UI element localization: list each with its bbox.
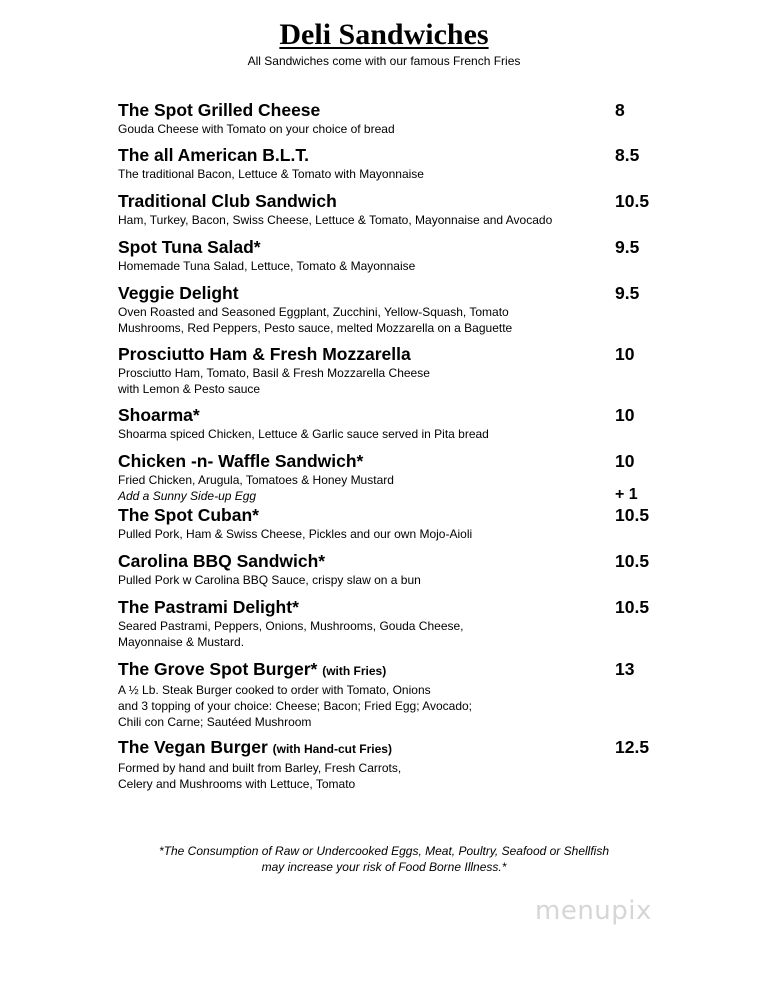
item-name: The Pastrami Delight* [118,597,299,617]
item-name: Chicken -n- Waffle Sandwich* [118,451,364,471]
menu-item [118,99,658,137]
item-name-text: The Grove Spot Burger* [118,659,318,679]
item-price: 10 [615,344,635,364]
item-description: Pulled Pork w Carolina BBQ Sauce, crispy slaw on a bun [118,573,421,587]
item-name: The all American B.L.T. [118,145,309,165]
menu-item [118,550,658,588]
item-name: Shoarma* [118,405,200,425]
page-subtitle: All Sandwiches come with our famous French Fries [247,54,521,68]
item-description: Fried Chicken, Arugula, Tomatoes & Honey Mustard [118,473,394,487]
item-name: Traditional Club Sandwich [118,191,337,211]
item-name: The Spot Cuban* [118,505,259,525]
menu-item [118,343,658,397]
item-description: Homemade Tuna Salad, Lettuce, Tomato & Mayonnaise [118,259,416,273]
menu-item [118,504,658,542]
item-description: Prosciutto Ham, Tomato, Basil & Fresh Mozzarella Cheese [118,366,430,380]
item-price: 8.5 [615,145,640,165]
item-description: Shoarma spiced Chicken, Lettuce & Garlic sauce served in Pita bread [118,427,489,441]
item-price: 10.5 [615,191,650,211]
item-name-text: The Vegan Burger [118,737,268,757]
menu-item [118,404,658,442]
menu-item [118,190,658,228]
item-add-on [118,488,658,504]
item-description: Celery and Mushrooms with Lettuce, Tomato [118,777,356,791]
item-description: Gouda Cheese with Tomato on your choice of bread [118,122,395,136]
item-description: Mayonnaise & Mustard. [118,635,245,649]
menu-item [118,736,658,792]
item-price: 13 [615,659,635,679]
item-price: 10 [615,405,635,425]
disclaimer-line: *The Consumption of Raw or Undercooked Eggs, Meat, Poultry, Seafood or Shellfish [158,844,609,858]
disclaimer-line: may increase your risk of Food Borne Illness.* [261,860,507,874]
add-on-label: Add a Sunny Side-up Egg [118,489,257,503]
item-price: 10.5 [615,505,650,525]
item-name: Carolina BBQ Sandwich* [118,551,326,571]
item-price: 10.5 [615,597,650,617]
item-description: with Lemon & Pesto sauce [118,382,261,396]
item-name [118,736,658,760]
item-note: (with Hand-cut Fries) [272,742,392,756]
item-description: Chili con Carne; Sautéed Mushroom [118,715,312,729]
food-safety-disclaimer [0,843,768,875]
watermark-logo: menupix [535,896,652,926]
menu-item [118,282,658,336]
item-price: 10.5 [615,551,650,571]
menu-item [118,144,658,182]
add-on-price: + 1 [615,486,638,503]
item-price: 9.5 [615,283,640,303]
item-note: (with Fries) [322,664,387,678]
menu-item [118,450,658,504]
item-name: Veggie Delight [118,283,239,303]
item-description: Mushrooms, Red Peppers, Pesto sauce, melted Mozzarella on a Baguette [118,321,513,335]
item-name [118,658,658,682]
item-description: Ham, Turkey, Bacon, Swiss Cheese, Lettuce & Tomato, Mayonnaise and Avocado [118,213,553,227]
item-name: Spot Tuna Salad* [118,237,261,257]
item-name: The Spot Grilled Cheese [118,100,321,120]
item-description: A ½ Lb. Steak Burger cooked to order with Tomato, Onions [118,683,431,697]
page-title: Deli Sandwiches [279,18,489,51]
item-description: and 3 topping of your choice: Cheese; Bacon; Fried Egg; Avocado; [118,699,473,713]
item-price: 8 [615,100,625,120]
menu-item [118,596,658,650]
item-price: 12.5 [615,737,650,757]
item-description: Oven Roasted and Seasoned Eggplant, Zucchini, Yellow-Squash, Tomato [118,305,509,319]
item-description: Seared Pastrami, Peppers, Onions, Mushrooms, Gouda Cheese, [118,619,464,633]
item-description: The traditional Bacon, Lettuce & Tomato with Mayonnaise [118,167,424,181]
menu-item [118,236,658,274]
item-description: Pulled Pork, Ham & Swiss Cheese, Pickles and our own Mojo-Aioli [118,527,473,541]
item-description: Formed by hand and built from Barley, Fresh Carrots, [118,761,402,775]
item-price: 10 [615,451,635,471]
menu-item [118,658,658,730]
item-name: Prosciutto Ham & Fresh Mozzarella [118,344,411,364]
item-price: 9.5 [615,237,640,257]
